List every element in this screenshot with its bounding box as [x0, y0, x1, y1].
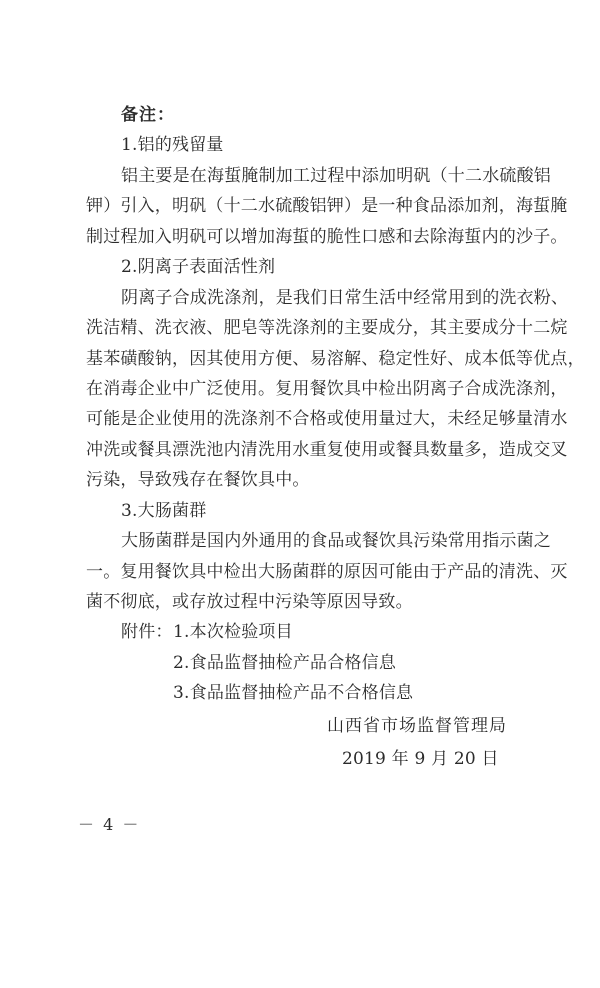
section-1-paragraph-line: 钾）引入，明矾（十二水硫酸铝钾）是一种食品添加剂，海蜇腌: [86, 196, 568, 216]
section-2-paragraph-line: 在消毒企业中广泛使用。复用餐饮具中检出阴离子合成洗涤剂，: [86, 379, 568, 399]
section-2-paragraph-line: 阴离子合成洗涤剂，是我们日常生活中经常用到的洗衣粉、: [121, 288, 569, 308]
section-2-paragraph-line: 污染，导致残存在餐饮具中。: [86, 470, 310, 490]
issue-date: 2019 年 9 月 20 日: [342, 749, 499, 769]
section-2-paragraph-line: 冲洗或餐具漂洗池内清洗用水重复使用或餐具数量多，造成交叉: [86, 440, 568, 460]
section-1-title: 1.铝的残留量: [121, 135, 224, 155]
page-number: － 4 －: [78, 815, 141, 834]
section-3-paragraph-line: 一。复用餐饮具中检出大肠菌群的原因可能由于产品的清洗、灭: [86, 562, 568, 582]
section-3-paragraph-line: 大肠菌群是国内外通用的食品或餐饮具污染常用指示菌之: [121, 531, 551, 551]
attachments-label: 附件：: [121, 622, 173, 642]
attachment-item: 3.食品监督抽检产品不合格信息: [173, 683, 414, 703]
remarks-heading: 备注：: [121, 105, 175, 125]
section-1-paragraph-line: 铝主要是在海蜇腌制加工过程中添加明矾（十二水硫酸铝: [121, 166, 551, 186]
section-2-paragraph-line: 基苯磺酸钠，因其使用方便、易溶解、稳定性好、成本低等优点，: [86, 349, 585, 369]
attachment-item: 2.食品监督抽检产品合格信息: [173, 653, 397, 673]
section-1-paragraph-line: 制过程加入明矾可以增加海蜇的脆性口感和去除海蜇内的沙子。: [86, 227, 568, 247]
issuing-organization: 山西省市场监督管理局: [327, 716, 507, 736]
section-2-title: 2.阴离子表面活性剂: [121, 257, 276, 277]
attachment-item: 1.本次检验项目: [173, 622, 293, 642]
section-3-paragraph-line: 菌不彻底，或存放过程中污染等原因导致。: [86, 592, 413, 612]
section-2-paragraph-line: 可能是企业使用的洗涤剂不合格或使用量过大，未经足够量清水: [86, 409, 568, 429]
section-3-title: 3.大肠菌群: [121, 501, 207, 521]
section-2-paragraph-line: 洗洁精、洗衣液、肥皂等洗涤剂的主要成分，其主要成分十二烷: [86, 318, 568, 338]
